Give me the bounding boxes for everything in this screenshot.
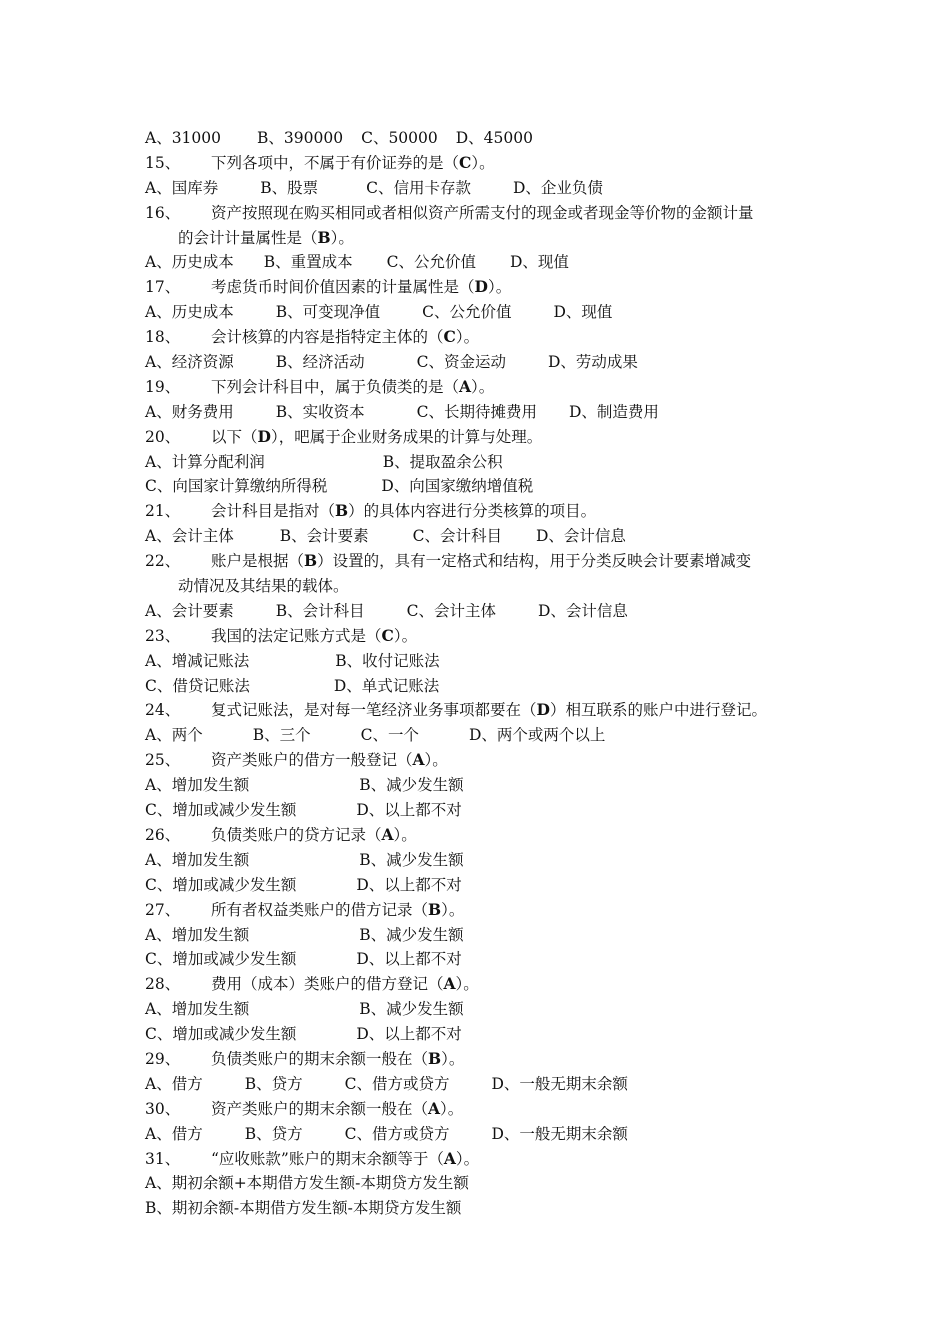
question-text-end: ）。 xyxy=(455,1149,480,1168)
question-text-end: ）。 xyxy=(487,278,512,297)
question-number: 23、 xyxy=(145,626,181,645)
option-d: D、以上都不对 xyxy=(356,801,462,820)
option-a: A、31000 xyxy=(145,129,222,147)
options-line xyxy=(145,997,825,1022)
question-line xyxy=(145,898,825,923)
option-b: B、390000 xyxy=(257,129,344,147)
question-text-end: ）。 xyxy=(441,900,465,919)
question-text: 资产类账户的借方一般登记（ xyxy=(211,751,413,770)
option-c: C、增加或减少发生额 xyxy=(145,801,297,820)
options-line xyxy=(145,1122,825,1147)
option-b: B、股票 xyxy=(260,178,319,197)
options-line xyxy=(145,773,825,798)
question-line xyxy=(145,549,825,599)
option-d: D、制造费用 xyxy=(568,402,659,421)
question-number: 27、 xyxy=(145,900,181,919)
question-text: “应收账款”账户的期末余额等于（ xyxy=(211,1149,444,1168)
question-first-line xyxy=(145,201,825,226)
question-line xyxy=(145,972,825,997)
question-continuation xyxy=(145,226,825,251)
options-line xyxy=(145,723,825,748)
option-d: D、会计信息 xyxy=(537,601,628,620)
option-a: A、财务费用 xyxy=(145,402,234,421)
question-number: 26、 xyxy=(145,825,181,844)
question-list xyxy=(145,126,825,1221)
option-a: A、会计要素 xyxy=(145,601,234,620)
option-b: B、重置成本 xyxy=(263,253,353,272)
option-b: B、可变现净值 xyxy=(275,303,381,322)
option-d: D、企业负债 xyxy=(512,178,603,197)
question-text: 会计核算的内容是指特定主体的（ xyxy=(211,328,444,347)
question-number: 24、 xyxy=(145,701,181,720)
question-text-end: ）。 xyxy=(455,328,480,347)
question-text: 下列会计科目中，属于负债类的是（ xyxy=(211,377,460,396)
question-line xyxy=(145,748,825,773)
answer-letter: C xyxy=(459,152,472,172)
question-text: 费用（成本）类账户的借方登记（ xyxy=(211,975,444,994)
question-text: 负债类账户的期末余额一般在（ xyxy=(211,1049,429,1068)
options-line xyxy=(145,350,825,375)
option-b: B、会计要素 xyxy=(279,527,369,546)
question-text: 资产按照现在购买相同或者相似资产所需支付的现金或者现金等价物的金额计量 xyxy=(211,203,754,222)
question-text-cont: 动情况及其结果的载体。 xyxy=(178,577,349,596)
answer-letter: A xyxy=(412,750,425,770)
question-line xyxy=(145,499,825,524)
option-a: A、历史成本 xyxy=(145,303,234,322)
option-a: A、历史成本 xyxy=(145,253,234,272)
option-d: D、会计信息 xyxy=(535,527,626,546)
option-d: D、45000 xyxy=(455,129,533,147)
question-text-end: ）。 xyxy=(393,825,417,844)
question-number: 20、 xyxy=(145,427,181,446)
question-text-end: ）。 xyxy=(440,1099,464,1118)
question-line xyxy=(145,151,825,176)
option-a: A、会计主体 xyxy=(145,527,234,546)
option-c: C、增加或减少发生额 xyxy=(145,875,297,894)
question-text: 所有者权益类账户的借方记录（ xyxy=(211,900,429,919)
options-line xyxy=(145,450,825,475)
question-text: 负债类账户的贷方记录（ xyxy=(211,825,382,844)
question-number: 18、 xyxy=(145,328,181,347)
answer-letter: B xyxy=(428,899,442,919)
options-line xyxy=(145,400,825,425)
answer-letter: C xyxy=(381,625,394,645)
answer-letter: C xyxy=(443,327,456,347)
question-number: 31、 xyxy=(145,1149,181,1168)
option-a: A、计算分配利润 xyxy=(145,452,265,471)
option-b: B、经济活动 xyxy=(275,353,365,372)
options-line xyxy=(145,947,825,972)
option-b: B、提取盈余公积 xyxy=(382,452,503,471)
option-a: A、增加发生额 xyxy=(145,850,250,869)
option-d: D、以上都不对 xyxy=(356,875,462,894)
question-text-end: ）。 xyxy=(471,377,495,396)
option-c: C、会计主体 xyxy=(406,601,496,620)
question-text: 会计科目是指对（ xyxy=(211,502,336,521)
option-b: B、收付记账法 xyxy=(335,651,440,670)
question-line xyxy=(145,698,825,723)
option-a: A、增加发生额 xyxy=(145,776,250,795)
answer-letter: B xyxy=(335,501,349,521)
option-b: B、减少发生额 xyxy=(359,925,464,944)
question-continuation xyxy=(145,574,825,599)
options-line xyxy=(145,649,825,674)
answer-letter: B xyxy=(304,551,318,571)
question-text-end: ）相互联系的账户中进行登记。 xyxy=(549,701,767,720)
option-b: B、贷方 xyxy=(244,1074,303,1093)
question-text-end: ），吧属于企业财务成果的计算与处理。 xyxy=(270,427,543,446)
question-number: 19、 xyxy=(145,377,181,396)
question-line xyxy=(145,823,825,848)
option-d: D、劳动成果 xyxy=(547,353,638,372)
question-line xyxy=(145,425,825,450)
options-line xyxy=(145,674,825,699)
answer-letter: A xyxy=(428,1098,441,1118)
option-c: C、会计科目 xyxy=(412,527,502,546)
question-number: 29、 xyxy=(145,1049,181,1068)
option-c: C、向国家计算缴纳所得税 xyxy=(145,477,328,496)
question-text: 下列各项中，不属于有价证券的是（ xyxy=(211,153,460,172)
option-d: D、向国家缴纳增值税 xyxy=(381,477,534,496)
question-text: 以下（ xyxy=(211,427,258,446)
question-text-cont: 的会计计量属性是（ xyxy=(178,228,318,247)
option-a: A、经济资源 xyxy=(145,353,234,372)
option-d: D、现值 xyxy=(553,303,613,322)
options-line xyxy=(145,848,825,873)
option-c: C、借方或贷方 xyxy=(344,1074,450,1093)
question-text-end: ）设置的，具有一定格式和结构，用于分类反映会计要素增减变 xyxy=(317,552,752,571)
option-d: D、单式记账法 xyxy=(333,676,440,695)
option-d: D、以上都不对 xyxy=(356,1025,462,1044)
question-line xyxy=(145,201,825,251)
question-text: 考虑货币时间价值因素的计量属性是（ xyxy=(211,278,475,297)
options-line xyxy=(145,1022,825,1047)
option-b: B、贷方 xyxy=(244,1124,303,1143)
option-c: C、一个 xyxy=(360,726,419,745)
option-a: A、增加发生额 xyxy=(145,1000,250,1019)
question-text-end: ）。 xyxy=(330,228,354,247)
question-line xyxy=(145,375,825,400)
question-number: 17、 xyxy=(145,278,181,297)
options-line xyxy=(145,474,825,499)
option-d: D、以上都不对 xyxy=(356,950,462,969)
answer-letter: D xyxy=(257,426,271,446)
options-line xyxy=(145,524,825,549)
option-c: C、公允价值 xyxy=(386,253,476,272)
question-line xyxy=(145,624,825,649)
option-b: B、减少发生额 xyxy=(359,1000,464,1019)
answer-letter: D xyxy=(474,277,488,297)
question-number: 25、 xyxy=(145,751,181,770)
options-line xyxy=(145,599,825,624)
answer-letter: B xyxy=(428,1048,442,1068)
options-line xyxy=(145,1072,825,1097)
question-line xyxy=(145,275,825,300)
question-text-end: ）。 xyxy=(441,1049,465,1068)
question-first-line xyxy=(145,549,825,574)
option-d: D、一般无期末余额 xyxy=(491,1074,628,1093)
option-c: C、增加或减少发生额 xyxy=(145,1025,297,1044)
question-line xyxy=(145,1147,825,1172)
option-c: C、50000 xyxy=(361,129,438,147)
question-number: 28、 xyxy=(145,975,181,994)
option-a: A、增加发生额 xyxy=(145,925,250,944)
option-b: B、减少发生额 xyxy=(359,776,464,795)
option-a: A、借方 xyxy=(145,1124,203,1143)
option-b: B、实收资本 xyxy=(275,402,365,421)
option-b: B、会计科目 xyxy=(275,601,365,620)
options-line xyxy=(145,176,825,201)
answer-letter: D xyxy=(536,700,550,720)
option-b: B、减少发生额 xyxy=(359,850,464,869)
question-number: 30、 xyxy=(145,1099,181,1118)
option-a: A、两个 xyxy=(145,726,203,745)
option-c: C、增加或减少发生额 xyxy=(145,950,297,969)
question-text-end: ）的具体内容进行分类核算的项目。 xyxy=(348,502,597,521)
question-text-end: ）。 xyxy=(471,153,495,172)
option-b: B、三个 xyxy=(252,726,311,745)
option-c: C、借方或贷方 xyxy=(344,1124,450,1143)
option-c: C、长期待摊费用 xyxy=(416,402,537,421)
answer-letter: B xyxy=(317,227,331,247)
options-line xyxy=(145,873,825,898)
question-text-end: ）。 xyxy=(393,626,418,645)
question-text-end: ）。 xyxy=(455,975,479,994)
options-line xyxy=(145,798,825,823)
option-d: D、现值 xyxy=(509,253,569,272)
option-c: C、资金运动 xyxy=(416,353,506,372)
option-d: D、一般无期末余额 xyxy=(491,1124,628,1143)
option-c: C、信用卡存款 xyxy=(366,178,471,197)
question-text-end: ）。 xyxy=(424,751,448,770)
option-a: A、国库券 xyxy=(145,178,219,197)
options-line xyxy=(145,923,825,948)
option-c: C、借贷记账法 xyxy=(145,676,250,695)
question-line xyxy=(145,325,825,350)
question-number: 21、 xyxy=(145,502,181,521)
options-line xyxy=(145,250,825,275)
answer-letter: A xyxy=(459,376,472,396)
option-d: D、两个或两个以上 xyxy=(468,726,606,745)
question-line xyxy=(145,1097,825,1122)
options-line xyxy=(145,126,825,151)
option-line: A、期初余额+本期借方发生额-本期贷方发生额 xyxy=(145,1174,469,1193)
answer-letter: A xyxy=(443,974,456,994)
answer-letter: A xyxy=(443,1148,456,1168)
question-text: 资产类账户的期末余额一般在（ xyxy=(211,1099,429,1118)
option-line: B、期初余额-本期借方发生额-本期贷方发生额 xyxy=(145,1199,462,1218)
answer-letter: A xyxy=(381,824,394,844)
option-a: A、增减记账法 xyxy=(145,651,250,670)
question-line xyxy=(145,1047,825,1072)
question-number: 15、 xyxy=(145,153,181,172)
question-number: 22、 xyxy=(145,552,181,571)
question-text: 账户是根据（ xyxy=(211,552,305,571)
question-number: 16、 xyxy=(145,203,181,222)
option-a: A、借方 xyxy=(145,1074,203,1093)
option-c: C、公允价值 xyxy=(422,303,512,322)
options-line xyxy=(145,300,825,325)
question-text: 我国的法定记账方式是（ xyxy=(211,626,382,645)
question-text: 复式记账法，是对每一笔经济业务事项都要在（ xyxy=(211,701,537,720)
